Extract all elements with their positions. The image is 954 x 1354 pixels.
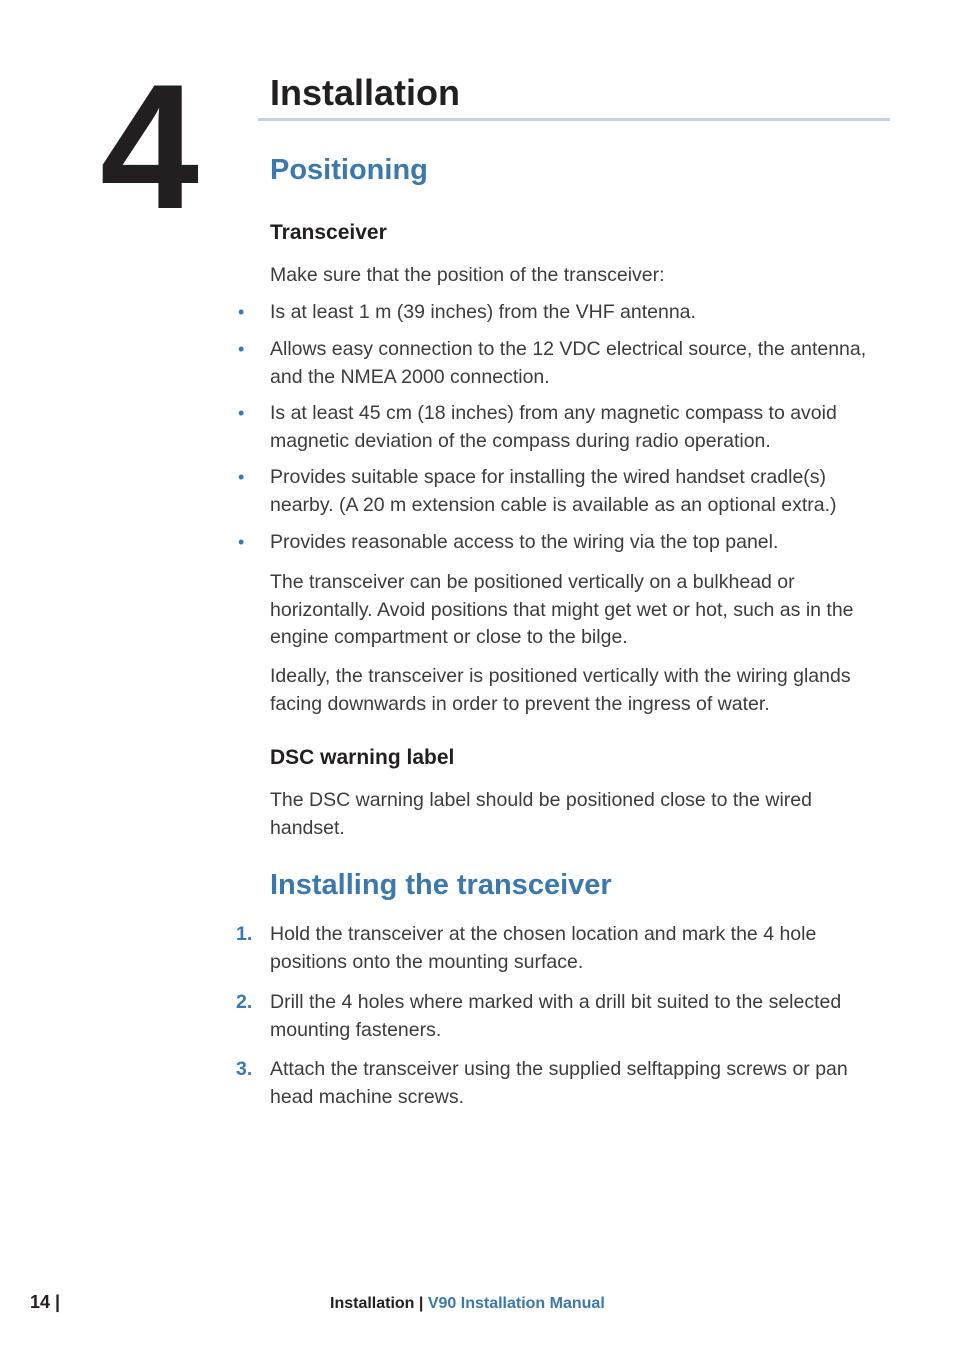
step-text: Attach the transceiver using the supplied selftapping screws or pan head machine screws. [270,1058,848,1108]
step-item [236,989,890,1044]
bullet-text: Is at least 45 cm (18 inches) from any magnetic compass to avoid magnetic deviation of the compass during radio operation. [270,402,837,452]
list-item [238,529,890,557]
footer-section: Installation [330,1295,415,1312]
chapter-title: Installation [270,72,461,113]
bullet-icon: • [238,467,245,487]
positioning-heading: Positioning [270,154,428,186]
footer-separator: | [414,1295,428,1312]
list-item [238,336,890,391]
transceiver-paragraph-2: Ideally, the transceiver is positioned vertically with the wiring glands facing downwards in order to prevent the ingress of water. [270,665,851,715]
step-text: Drill the 4 holes where marked with a drill bit suited to the selected mounting fasteners. [270,991,842,1041]
bullet-icon: • [238,339,245,359]
bullet-text: Provides reasonable access to the wiring via the top panel. [270,531,779,553]
footer-page-number: 14 | [30,1292,61,1312]
dsc-heading: DSC warning label [270,746,455,769]
bullet-icon: • [238,532,245,552]
transceiver-paragraph-1: The transceiver can be positioned vertically on a bulkhead or horizontally. Avoid positions that might get wet or hot, such as in the engine compartment or close to the bilge. [270,571,854,648]
list-item [238,299,890,327]
list-item [238,464,890,519]
step-number: 1. [236,923,253,945]
transceiver-heading: Transceiver [270,221,387,244]
step-item [236,1056,890,1111]
step-text: Hold the transceiver at the chosen location and mark the 4 hole positions onto the mounting surface. [270,923,817,973]
bullet-text: Is at least 1 m (39 inches) from the VHF antenna. [270,301,696,323]
dsc-text: The DSC warning label should be positioned close to the wired handset. [270,789,812,839]
bullet-text: Provides suitable space for installing the wired handset cradle(s) nearby. (A 20 m extension cable is available as an optional extra.) [270,466,837,516]
chapter-rule [258,118,890,121]
chapter-number: 4 [100,47,195,246]
bullet-icon: • [238,403,245,423]
step-number: 2. [236,991,253,1013]
step-item [236,921,890,976]
footer-manual-title: V90 Installation Manual [427,1295,605,1312]
bullet-icon: • [238,302,245,322]
step-number: 3. [236,1058,253,1080]
list-item [238,400,890,455]
footer-running-title [330,1295,605,1313]
bullet-text: Allows easy connection to the 12 VDC electrical source, the antenna, and the NMEA 2000 connection. [270,338,867,388]
transceiver-intro: Make sure that the position of the transceiver: [270,264,665,286]
installing-heading: Installing the transceiver [270,869,612,901]
